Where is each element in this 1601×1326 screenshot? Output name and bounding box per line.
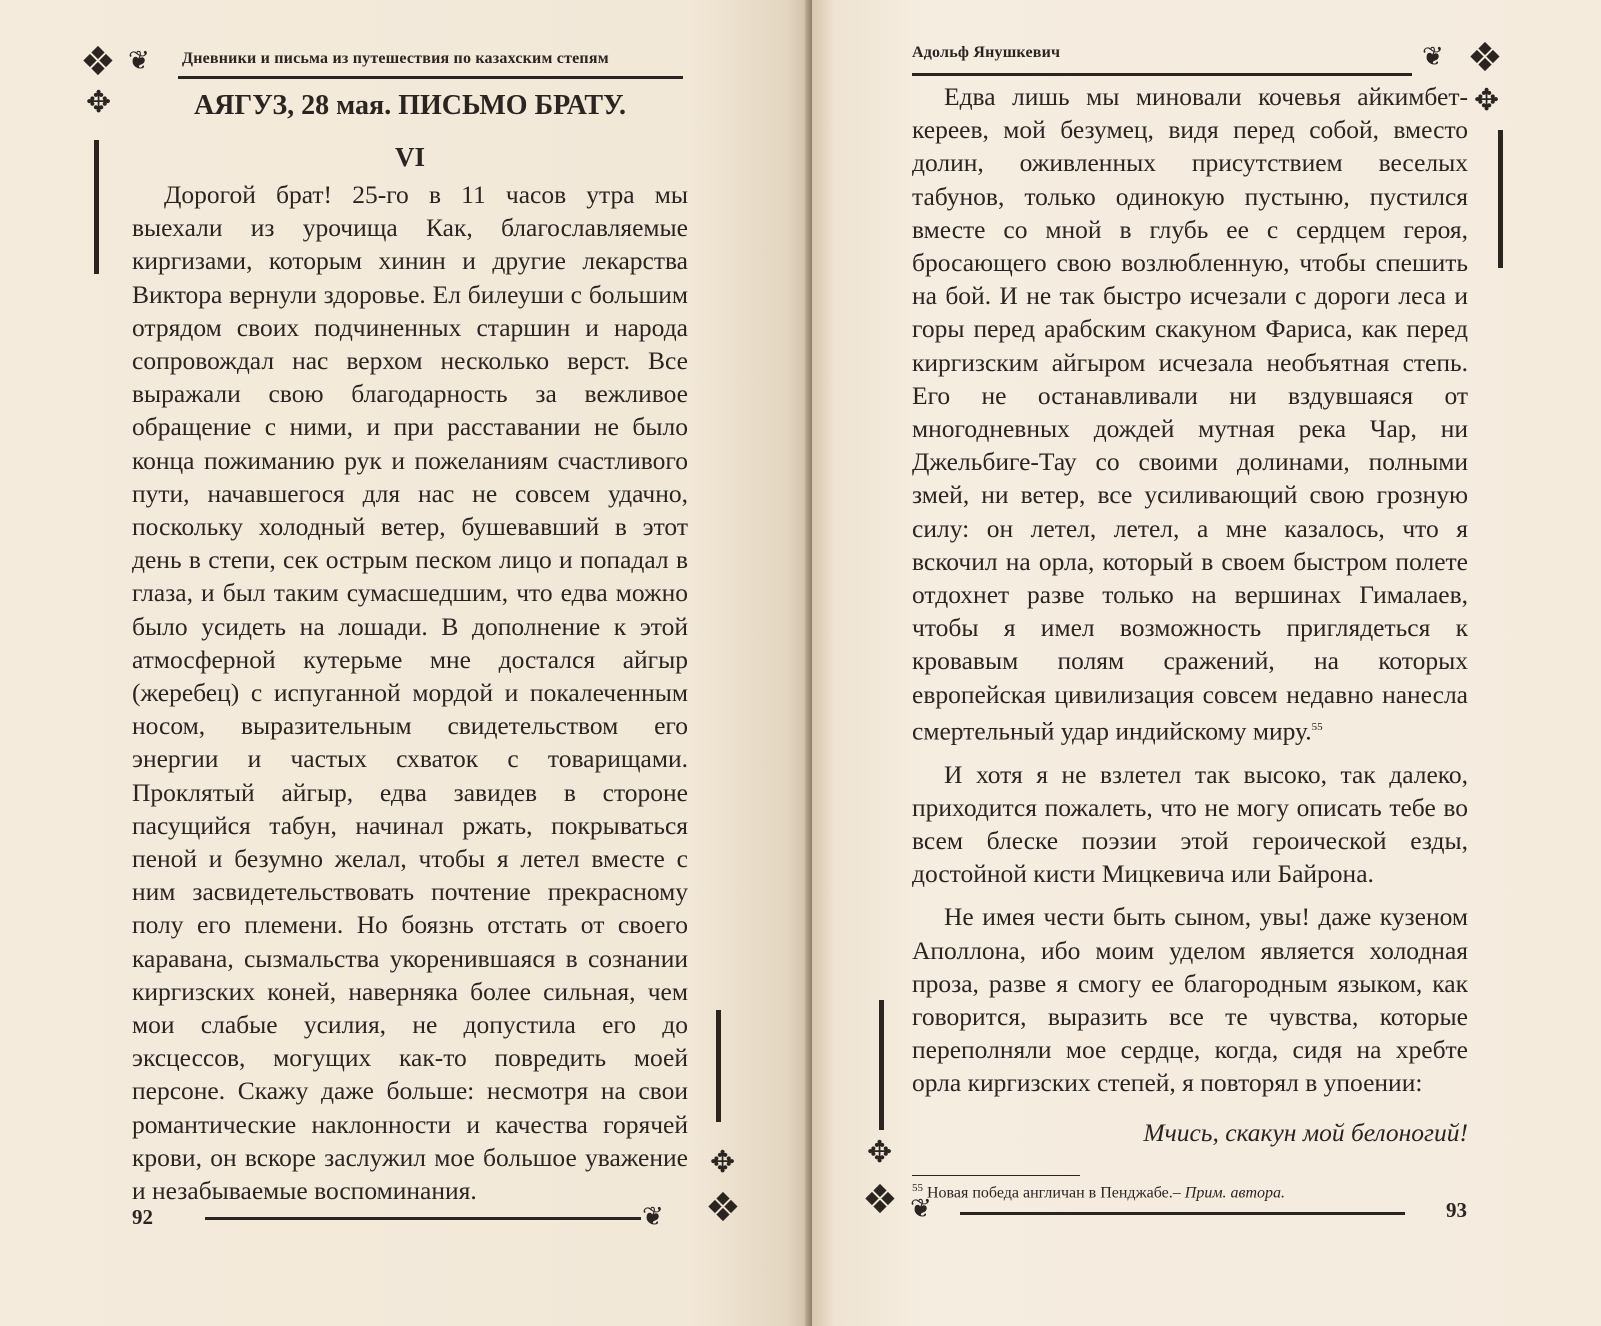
footnote-marker[interactable]: 55 bbox=[1311, 720, 1323, 733]
margin-bar bbox=[716, 1010, 721, 1122]
header-rule bbox=[912, 73, 1412, 76]
body-text bbox=[132, 178, 688, 1207]
margin-bar bbox=[1498, 130, 1503, 268]
running-head: Дневники и письма из путешествия по казахским степям bbox=[182, 50, 609, 67]
paragraph: И хотя я не взлетел так высоко, так далеко, приходится пожалеть, что не могу описать тебе во всем блеске поэзии этой героической езды, достойной кисти Мицкевича или Байрона. bbox=[912, 759, 1468, 889]
footnote-text: Новая победа англичан в Пенджабе.– bbox=[927, 1184, 1181, 1202]
footnote bbox=[912, 1182, 1468, 1202]
side-ornament-icon: ✥ bbox=[1474, 83, 1500, 118]
corner-ornament-icon: ❖ bbox=[705, 1185, 741, 1231]
footer-rule bbox=[960, 1212, 1405, 1215]
chapter-number: VI bbox=[394, 142, 425, 172]
side-ornament-icon: ✥ bbox=[86, 85, 112, 120]
margin-bar bbox=[879, 1000, 884, 1130]
footnote-number: 55 bbox=[912, 1182, 923, 1194]
paragraph: Не имея чести быть сыном, увы! даже кузеном Аполлона, ибо моим уделом является холодная проза, разве я смогу ее благородным языком, как говорится, выразить все те чувства, которые переполняли мое сердце, когда, сидя на хребте орла киргизских степей, я повторял в упоении: bbox=[912, 902, 1468, 1098]
page-number: 93 bbox=[1446, 1198, 1467, 1222]
body-text bbox=[912, 80, 1468, 1100]
footnote-note: Прим. автора. bbox=[1184, 1184, 1286, 1202]
scroll-ornament-icon: ❦ bbox=[642, 1202, 664, 1232]
footer-rule bbox=[205, 1217, 641, 1220]
paragraph: Дорогой брат! 25-го в 11 часов утра мы выехали из урочища Как, благославляемые киргизами, которым хинин и другие лекарства Виктора вернули здоровье. Ел билеуши с большим отрядом своих подчиненных старшин и народа сопровождал нас верхом несколько верст. Все выражали свою благодарность за вежливое обращение с ними, и при расставании не было конца пожиманию рук и пожеланиям счастливого пути, начавшегося для нас не совсем удачно, поскольку холодный ветер, бушевавший в этот день в степи, сек острым песком лицо и попадал в глаза, и был таким сумасшедшим, что едва можно было усидеть на лошади. В дополнение к этой атмосферной кутерьме мне достался айгыр (жеребец) с испуганной мордой и покалеченным носом, выразительным свидетельством его энергии и частых схваток с товарищами. Проклятый айгыр, едва завидев в стороне пасущийся табун, начинал ржать, покрываться пеной и безумно желал, чтобы я летел вместе с ним засвидетельствовать почтение прекрасному полу его племени. Но боязнь отстать от своего каравана, сызмальства укоренившаяся в сознании киргизских коней, наверняка более сильная, чем мои слабые усилия, не допустила его до эксцессов, могущих как-то повредить моей персоне. Скажу даже больше: несмотря на свои романтические наклонности и качества горячей крови, он вскоре заслужил мое большое уважение и незабываемые воспоминания. bbox=[132, 180, 688, 1206]
scroll-ornament-icon: ❦ bbox=[1422, 42, 1444, 72]
corner-ornament-icon: ❖ bbox=[80, 39, 116, 85]
corner-ornament-icon: ❖ bbox=[1467, 35, 1503, 81]
scroll-ornament-icon: ❦ bbox=[128, 46, 150, 76]
verse-line: Мчись, скакун мой белоногий! bbox=[1143, 1118, 1468, 1147]
running-head: Адольф Янушкевич bbox=[912, 44, 1061, 61]
letter-title: АЯГУЗ, 28 мая. ПИСЬМО БРАТУ. bbox=[193, 90, 627, 121]
paragraph-text: Едва лишь мы миновали кочевья айкимбет-кереев, мой безумец, видя перед собой, вместо долин, оживленных присутствием веселых табунов, только одинокую пустыню, пустился вместе со мной в глубь ее с сердцем героя, бросающего свою возлюбленную, чтобы спешить на бой. И не так быстро исчезали с дороги леса и горы перед арабским скакуном Фариса, как перед киргизским айгыром исчезала необъятная степь. Его не останавливали ни вздувшаяся от многодневных дождей мутная река Чар, ни Джельбиге-Тау со своими долинами, полными змей, ни ветер, все усиливающий свою грозную силу: он летел, летел, а мне казалось, что я вскочил на орла, который в своем быстром полете отдохнет разве только на вершинах Гималаев, чтобы я имел возможность приглядеться к кровавым полям сражений, на которых европейская цивилизация совсем недавно нанесла смертельный удар индийскому миру. bbox=[912, 82, 1468, 746]
side-ornament-icon: ✥ bbox=[710, 1145, 736, 1180]
scroll-ornament-icon: ❦ bbox=[910, 1194, 932, 1224]
page-number: 92 bbox=[132, 1205, 153, 1229]
header-rule bbox=[178, 76, 683, 79]
footnote-separator bbox=[912, 1175, 1080, 1176]
paragraph bbox=[912, 80, 1468, 748]
side-ornament-icon: ✥ bbox=[867, 1135, 893, 1170]
margin-bar bbox=[94, 140, 99, 274]
corner-ornament-icon: ❖ bbox=[862, 1177, 898, 1223]
